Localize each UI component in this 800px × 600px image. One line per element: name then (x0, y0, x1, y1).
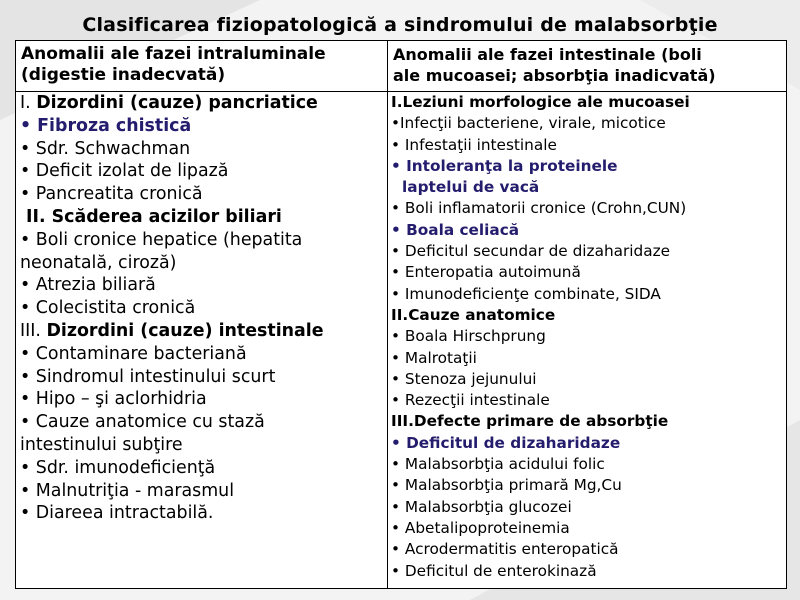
list-item: • Atrezia biliară (20, 275, 156, 296)
left-header-line: Anomalii ale fazei intraluminale (21, 44, 326, 64)
list-item: • Deficit izolat de lipază (20, 161, 229, 182)
list-item: • Enteropatia autoimună (391, 263, 581, 282)
section-title: Dizordini (cauze) intestinale (46, 320, 324, 341)
list-item: • Deficitul secundar de dizaharidaze (391, 242, 671, 261)
left-column-header (16, 41, 388, 92)
list-item: laptelui de vacă (402, 178, 540, 197)
list-item: • Pancreatita cronică (20, 184, 203, 205)
header-row (16, 41, 787, 92)
list-item: • Colecistita cronică (20, 298, 196, 319)
list-item: • Cauze anatomice cu stază (20, 412, 265, 433)
section-heading (16, 320, 387, 343)
list-item: • Sdr. Schwachman (20, 138, 191, 159)
list-item: • Sdr. imunodeficienţă (20, 457, 216, 478)
list-item: •Infecţii bacteriene, virale, micotice (391, 114, 666, 133)
section-heading (16, 92, 387, 115)
section-title: Dizordini (cauze) pancriatice (36, 93, 318, 113)
list-item: • Malabsorbţia glucozei (391, 497, 572, 516)
list-item: • Diareea intractabilă. (20, 503, 214, 524)
section-number: I. (20, 93, 37, 113)
list-item: • Malnutriţia - marasmul (20, 480, 235, 501)
left-header-line: (digestie inadecvată) (21, 65, 226, 85)
intestinal-causes-cell (388, 92, 787, 589)
list-item: • Boala celiacă (391, 220, 520, 239)
right-header-line: ale mucoasei; absorbţia inadicvată) (393, 66, 716, 85)
list-item: • Sindromul intestinului scurt (20, 366, 276, 387)
intraluminal-causes-cell (16, 92, 388, 589)
right-header-line: Anomalii ale fazei intestinale (boli (393, 45, 702, 64)
list-item: • Intoleranţa la proteinele (391, 156, 618, 175)
section-number: III. (20, 320, 47, 341)
list-item: • Malrotaţii (391, 348, 477, 367)
list-item: • Boli cronice hepatice (hepatita (20, 229, 303, 250)
right-column-header (388, 41, 787, 92)
list-item: • Contaminare bacteriană (20, 343, 247, 364)
list-item: • Boli inflamatorii cronice (Crohn,CUN) (391, 199, 687, 218)
section-heading: I.Leziuni morfologice ale mucoasei (391, 93, 690, 111)
list-item: • Deficitul de dizaharidaze (391, 433, 621, 452)
list-item: • Boala Hirschprung (391, 327, 546, 346)
section-heading: III.Defecte primare de absorbţie (391, 412, 669, 431)
list-item: • Malabsorbţia acidului folic (391, 455, 605, 474)
list-item: neonatală, ciroză) (20, 252, 177, 273)
list-item: • Acrodermatitis enteropatică (391, 540, 619, 559)
content-row (16, 92, 787, 589)
list-item: • Rezecţii intestinale (391, 391, 550, 410)
classification-table (15, 40, 787, 589)
list-item: • Imunodeficienţe combinate, SIDA (391, 284, 661, 303)
list-item: • Fibroza chistică (20, 115, 192, 136)
list-item: • Deficitul de enterokinază (391, 561, 597, 580)
list-item: • Malabsorbţia primară Mg,Cu (391, 476, 622, 495)
slide-title: Clasificarea fiziopatologică a sindromului de malabsorbţie (82, 14, 718, 36)
section-heading: II.Cauze anatomice (391, 305, 556, 324)
list-item: • Abetalipoproteinemia (391, 518, 570, 537)
list-item: • Infestaţii intestinale (391, 135, 557, 154)
list-item: intestinului subţire (20, 434, 183, 455)
list-item: • Hipo – şi aclorhidria (20, 389, 207, 410)
section-heading: II. Scăderea acizilor biliari (20, 206, 282, 227)
list-item: • Stenoza jejunului (391, 369, 537, 388)
